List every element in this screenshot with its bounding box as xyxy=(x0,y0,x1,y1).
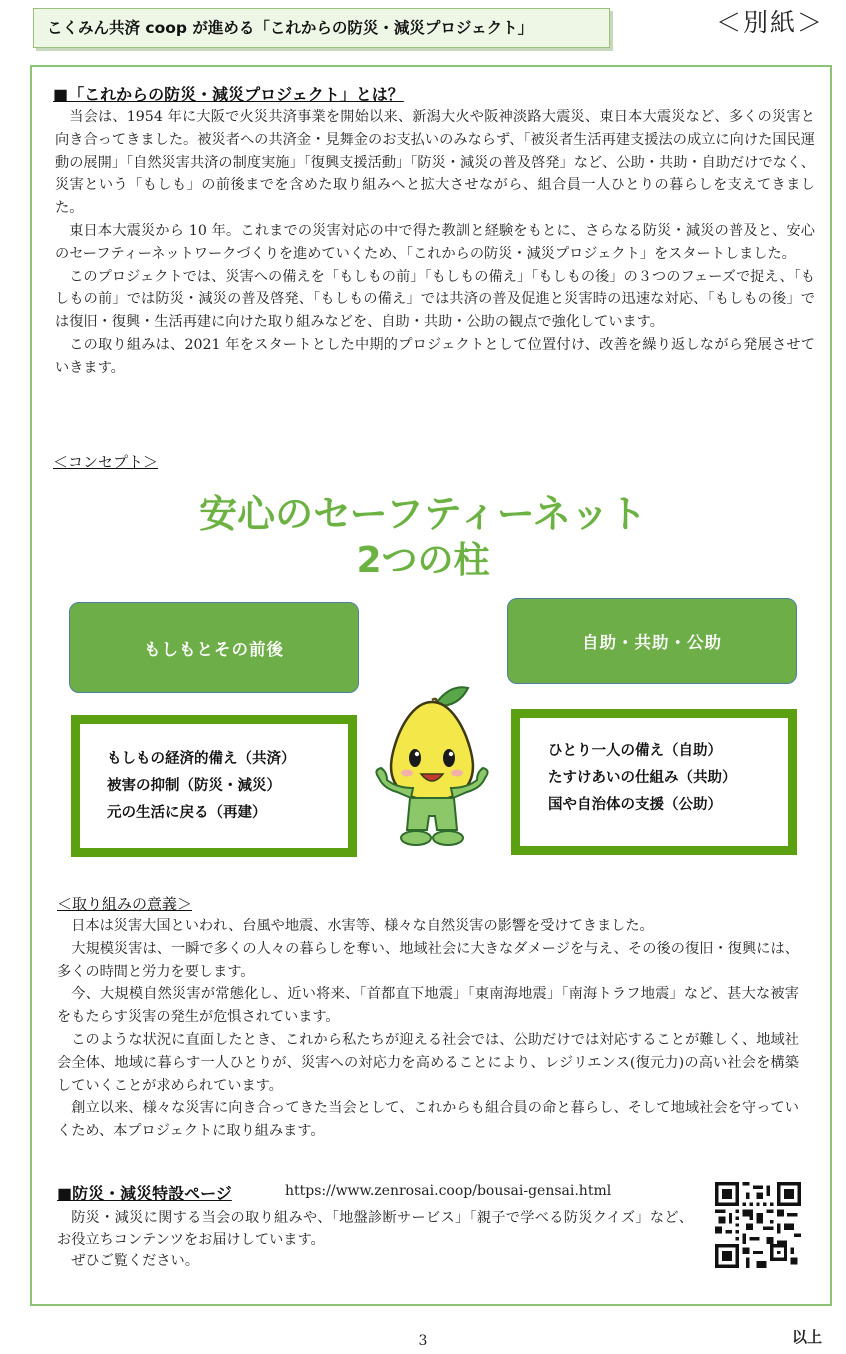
left-item: 被害の抑制（防災・減災） xyxy=(107,778,281,794)
end-mark: 以上 xyxy=(791,1328,822,1346)
pillar-left xyxy=(69,602,359,693)
right-pillar-box xyxy=(511,709,797,855)
about-heading: ■「これからの防災・減災プロジェクト」とは？ xyxy=(53,85,404,104)
significance-paragraph-5: 創立以来、様々な災害に向き合ってきた当会として、これからも組合員の命と暮らし、そして地域社会を守っていくため、本プロジェクトに取り組みます。 xyxy=(57,1100,799,1140)
about-text xyxy=(55,106,815,380)
significance-paragraph-4: このような状況に直面したとき、これから私たちが迎える社会では、公助だけでは対応することが難しく、地域社会全体、地域に暮らす一人ひとりが、災害への対応力を高めることにより、レジリエンス(復元力)の高い社会を構築していくことが求められています。 xyxy=(57,1031,799,1094)
about-paragraph-1: 当会は、1954 年に大阪で火災共済事業を開始以来、新潟大火や阪神淡路大震災、東日本大震災など、多くの災害と向き合ってきました。被災者への共済金・見舞金のお支払いのみならず、「被災者生活再建支援法の成立に向けた国民運動の展開」「自然災害共済の制度実施」「復興支援活動」「防災・減災の普及啓発」など、公助・共助・自助だけでなく、災害という「もしも」の前後までを含めた取り組みへと拡大させながら、組合員一人ひとりの暮らしを支えてきました。 xyxy=(55,109,815,217)
significance-heading: ＜取り組みの意義＞ xyxy=(57,895,193,913)
right-item: ひとり一人の備え（自助） xyxy=(548,743,722,759)
header-title-box xyxy=(33,8,610,48)
significance-paragraph-3: 今、大規模自然災害が常態化し、近い将来、「首都直下地震」「東南海地震」「南海トラフ地震」など、甚大な被害をもたらす災害の発生が危惧されています。 xyxy=(57,986,799,1026)
about-paragraph-2: 東日本大震災から 10 年。これまでの災害対応の中で得た教訓と経験をもとに、さらなる防災・減災の普及と、安心のセーフティーネットワークづくりを進めていくため、「これからの防災・減災プロジェクト」をスタートしました。 xyxy=(55,222,815,262)
qr-code-icon[interactable] xyxy=(715,1182,801,1268)
significance-paragraph-2: 大規模災害は、一瞬で多くの人々の暮らしを奪い、地域社会に大きなダメージを与え、その後の復旧・復興には、多くの時間と労力を要します。 xyxy=(57,940,799,980)
mascot-icon xyxy=(365,680,500,850)
special-page-paragraph-2: ぜひご覧ください。 xyxy=(71,1253,199,1269)
concept-title: 安心のセーフティーネット xyxy=(199,492,647,536)
page-number: 3 xyxy=(418,1333,428,1349)
left-pillar-box xyxy=(71,715,357,857)
significance-text xyxy=(57,915,799,1143)
pillar-left-label: もしもとその前後 xyxy=(144,639,284,659)
concept-subtitle: 2つの柱 xyxy=(356,540,490,581)
significance-paragraph-1: 日本は災害大国といわれ、台風や地震、水害等、様々な自然災害の影響を受けてきました。 xyxy=(71,918,654,934)
special-page-heading: ■防災・減災特設ページ xyxy=(57,1184,232,1203)
left-item: もしもの経済的備え（共済） xyxy=(107,751,296,767)
concept-label: ＜コンセプト＞ xyxy=(53,453,159,471)
pillar-right xyxy=(507,598,797,684)
about-paragraph-3: このプロジェクトでは、災害への備えを「もしもの前」「もしもの備え」「もしもの後」の３つのフェーズで捉え、「もしもの前」では防災・減災の普及啓発、「もしもの備え」では共済の普及促進と災害時の迅速な対応、「もしもの後」では復旧・復興・生活再建に向けた取り組みなどを、自助・共助・公助の観点で強化しています。 xyxy=(55,268,815,331)
right-item: たすけあいの仕組み（共助） xyxy=(548,770,737,786)
special-page-text xyxy=(57,1208,693,1273)
header-title: こくみん共済 coop が進める「これからの防災・減災プロジェクト」 xyxy=(47,19,534,37)
special-page-url[interactable]: https://www.zenrosai.coop/bousai-gensai.html xyxy=(285,1183,612,1199)
right-item: 国や自治体の支援（公助） xyxy=(548,797,722,813)
left-item: 元の生活に戻る（再建） xyxy=(107,805,267,821)
attachment-label: ＜別紙＞ xyxy=(715,8,824,37)
pillar-right-label: 自助・共助・公助 xyxy=(582,633,722,652)
about-paragraph-4: この取り組みは、2021 年をスタートとした中期的プロジェクトとして位置付け、改善を繰り返しながら発展させていきます。 xyxy=(55,336,815,376)
special-page-paragraph-1: 防災・減災に関する当会の取り組みや、「地盤診断サービス」「親子で学べる防災クイズ」など、お役立ちコンテンツをお届けしています。 xyxy=(57,1210,693,1248)
